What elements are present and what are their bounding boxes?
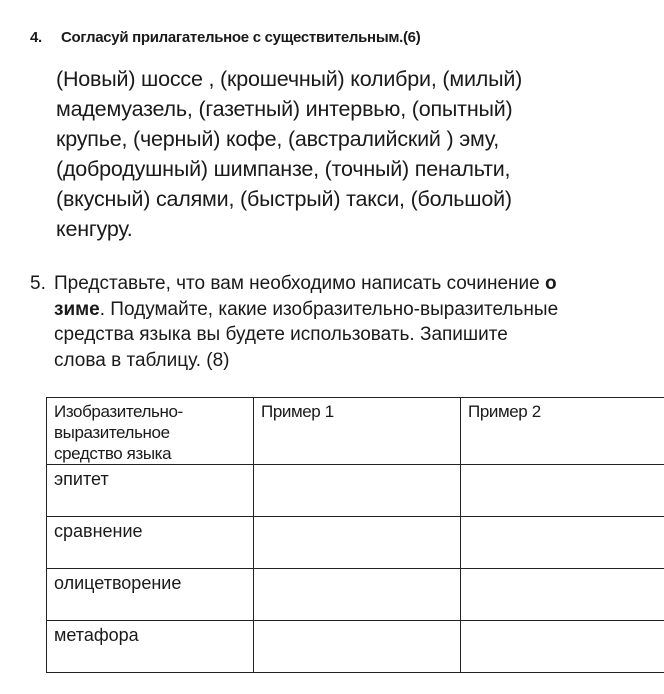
- expressive-means-table: [46, 397, 664, 673]
- row-label-cell: олицетворение: [47, 569, 254, 621]
- task-4-line: (добродушный) шимпанзе, (точный) пенальти,: [56, 157, 511, 181]
- task-5-line: [30, 271, 650, 297]
- row-label-cell: сравнение: [47, 517, 254, 569]
- row-label-cell: эпитет: [47, 465, 254, 517]
- task-5-line: средства языка вы будете использовать. Запишите: [54, 324, 508, 345]
- header-means-cell: [47, 398, 254, 465]
- task-5-line: [30, 297, 650, 323]
- example-1-cell[interactable]: [254, 569, 461, 621]
- task-5-bold-text: о: [544, 273, 557, 294]
- task-4-text: [56, 64, 626, 244]
- row-label-cell: метафора: [47, 621, 254, 673]
- example-2-cell[interactable]: [461, 569, 664, 621]
- task-4-line: (Новый) шоссе , (крошечный) колибри, (милый): [56, 67, 523, 91]
- table-row: [47, 621, 664, 673]
- example-1-cell[interactable]: [254, 621, 461, 673]
- example-1-cell[interactable]: [254, 517, 461, 569]
- table-header-row: [47, 398, 664, 465]
- header-means-line: Изобразительно-: [54, 402, 183, 421]
- task-4-title: Согласуй прилагательное с существительным.(6): [61, 29, 421, 46]
- task-4-line: крупье, (черный) кофе, (австралийский ) эму,: [56, 127, 499, 151]
- task-5: [30, 271, 650, 373]
- task-4-number: 4.: [30, 29, 42, 46]
- task-4-line: кенгуру.: [56, 217, 133, 241]
- task-5-text: Представьте, что вам необходимо написать сочинение: [54, 273, 545, 294]
- example-2-cell[interactable]: [461, 465, 664, 517]
- task-5-line: слова в таблицу. (8): [54, 349, 230, 371]
- task-4-heading: [30, 29, 420, 46]
- example-2-cell[interactable]: [461, 621, 664, 673]
- task-5-number: 5.: [30, 273, 46, 294]
- example-2-cell[interactable]: [461, 517, 664, 569]
- table-row: [47, 517, 664, 569]
- header-means-line: средство языка: [54, 444, 172, 463]
- task-4-line: (вкусный) салями, (быстрый) такси, (большой): [56, 187, 512, 211]
- table-row: [47, 465, 664, 517]
- header-example-2: Пример 2: [461, 398, 664, 465]
- header-example-1: Пример 1: [254, 398, 461, 465]
- table-row: [47, 569, 664, 621]
- task-5-text: . Подумайте, какие изобразительно-выразительные: [99, 298, 559, 320]
- example-1-cell[interactable]: [254, 465, 461, 517]
- task-5-bold-text: зиме: [54, 298, 100, 320]
- header-means-line: выразительное: [54, 423, 170, 442]
- task-4-line: мадемуазель, (газетный) интервью, (опытный): [56, 97, 513, 121]
